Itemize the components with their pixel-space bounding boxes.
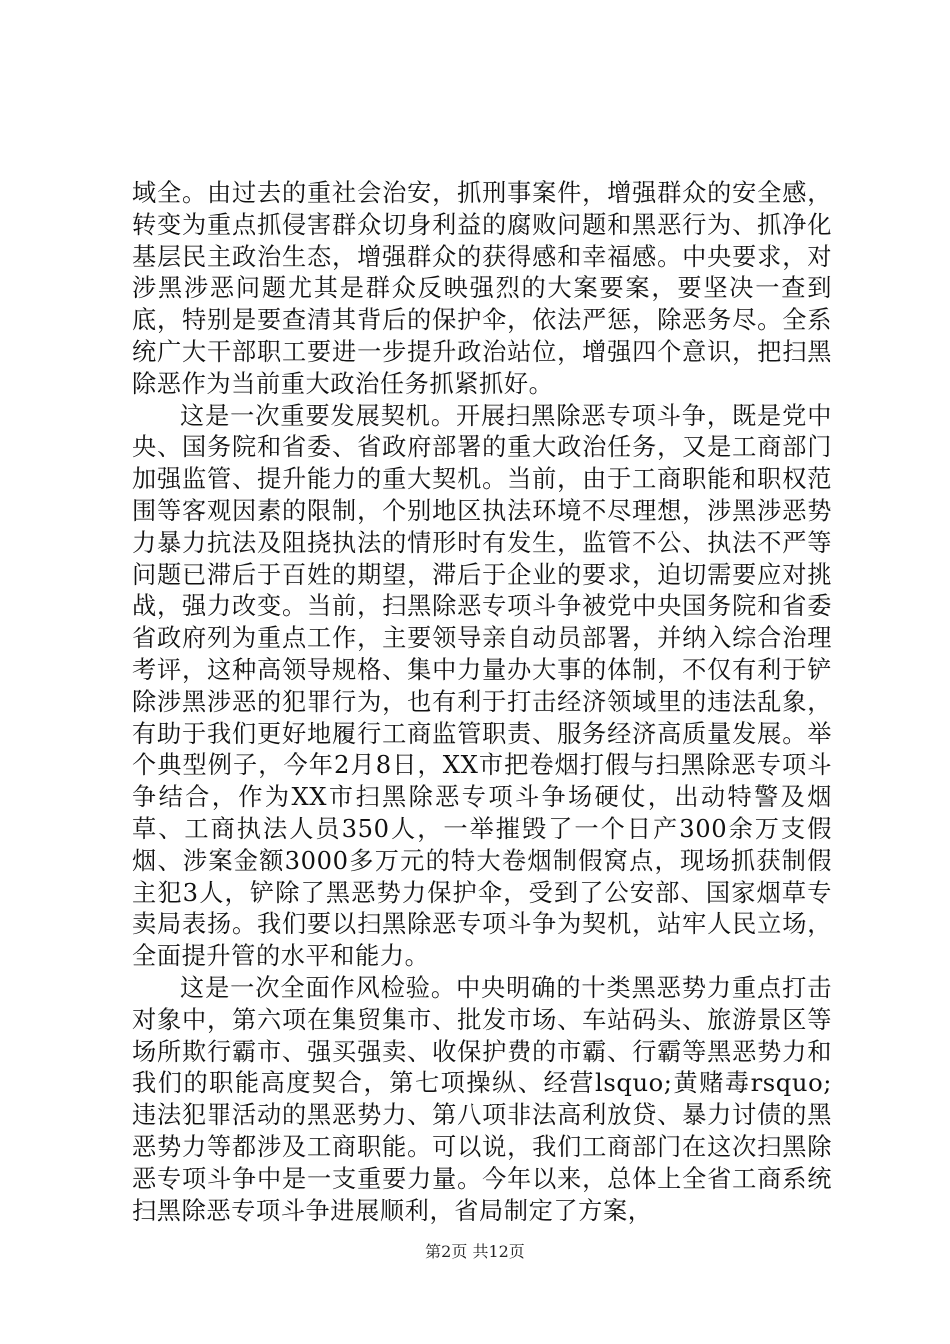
page-footer xyxy=(0,1242,950,1262)
paragraph-continuation: 域全。由过去的重社会治安，抓刑事案件，增强群众的安全感，转变为重点抓侵害群众切身利益的腐败问题和黑恶行为、抓净化基层民主政治生态，增强群众的获得感和幸福感。中央要求，对涉黑涉恶问题尤其是群众反映强烈的大案要案，要坚决一查到底，特别是要查清其背后的保护伞，依法严惩，除恶务尽。全系统广大干部职工要进一步提升政治站位，增强四个意识，把扫黑除恶作为当前重大政治任务抓紧抓好。 xyxy=(132,179,832,398)
paragraph-style-inspection: 这是一次全面作风检验。中央明确的十类黑恶势力重点打击对象中，第六项在集贸集市、批发市场、车站码头、旅游景区等场所欺行霸市、强买强卖、收保护费的市霸、行霸等黑恶势力和我们的职能高度契合，第七项操纵、经营lsquo;黄赌毒rsquo;违法犯罪活动的黑恶势力、第八项非法高利放贷、暴力讨债的黑恶势力等都涉及工商职能。可以说，我们工商部门在这次扫黑除恶专项斗争中是一支重要力量。今年以来，总体上全省工商系统扫黑除恶专项斗争进展顺利，省局制定了方案， xyxy=(132,973,832,1225)
page-number: 第2页 共12页 xyxy=(425,1242,525,1261)
paragraph-development-opportunity: 这是一次重要发展契机。开展扫黑除恶专项斗争，既是党中央、国务院和省委、省政府部署的重大政治任务，又是工商部门加强监管、提升能力的重大契机。当前，由于工商职能和职权范围等客观因素的限制，个别地区执法环境不尽理想，涉黑涉恶势力暴力抗法及阻挠执法的情形时有发生，监管不公、执法不严等问题已滞后于百姓的期望，滞后于企业的要求，迫切需要应对挑战，强力改变。当前，扫黑除恶专项斗争被党中央国务院和省委省政府列为重点工作，主要领导亲自动员部署，并纳入综合治理考评，这种高领导规格、集中力量办大事的体制，不仅有利于铲除涉黑涉恶的犯罪行为，也有利于打击经济领域里的违法乱象，有助于我们更好地履行工商监管职责、服务经济高质量发展。举个典型例子，今年2月8日，XX市把卷烟打假与扫黑除恶专项斗争结合，作为XX市扫黑除恶专项斗争场硬仗，出动特警及烟草、工商执法人员350人，一举摧毁了一个日产300余万支假烟、涉案金额3000多万元的特大卷烟制假窝点，现场抓获制假主犯3人，铲除了黑恶势力保护伞，受到了公安部、国家烟草专卖局表扬。我们要以扫黑除恶专项斗争为契机，站牢人民立场，全面提升管的水平和能力。 xyxy=(132,401,832,971)
document-body xyxy=(132,178,832,1227)
